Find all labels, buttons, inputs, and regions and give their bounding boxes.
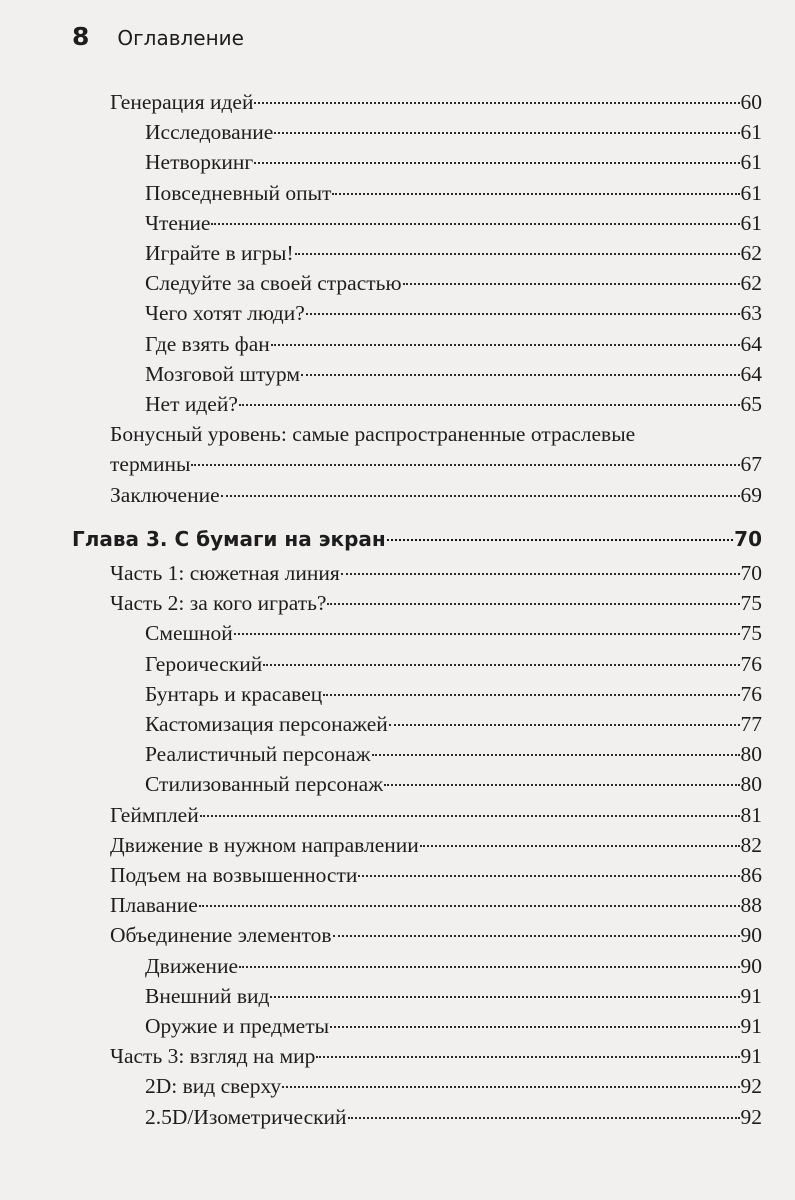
dot-leader (199, 905, 740, 907)
page-number: 8 (72, 22, 90, 51)
entry-title: Нет идей? (145, 392, 238, 416)
dot-leader (221, 495, 740, 497)
page-ref: 92 (740, 1104, 762, 1129)
page-ref: 76 (740, 651, 762, 676)
entry-title: Героический (145, 651, 263, 676)
page-ref: 80 (740, 772, 762, 797)
page-ref: 91 (740, 1044, 762, 1069)
entry-title: Внешний вид (145, 983, 270, 1008)
page-ref: 65 (740, 392, 762, 416)
toc-line (145, 120, 762, 150)
dot-leader (239, 966, 740, 968)
dot-leader (282, 1086, 739, 1088)
entry-title: Нетворкинг (145, 150, 254, 175)
section-title: Оглавление (117, 26, 244, 50)
entry-title: Часть 3: взгляд на мир (110, 1044, 316, 1069)
entry-title: Кастомизация персонажей (145, 712, 388, 736)
toc-line (145, 1074, 762, 1104)
dot-leader (333, 935, 740, 937)
page-ref: 92 (740, 1074, 762, 1099)
entry-title: Движение в нужном направлении (110, 832, 419, 857)
entry-title: Заключение (110, 482, 220, 507)
toc-line (145, 772, 762, 802)
entry-title: Движение (145, 953, 238, 978)
page-ref: 75 (740, 621, 762, 646)
page-ref: 80 (740, 742, 762, 767)
toc-line (145, 1014, 762, 1044)
dot-leader (348, 1117, 740, 1119)
dot-leader (306, 313, 740, 315)
toc-line (145, 211, 762, 241)
page-header (72, 22, 244, 56)
dot-leader (389, 724, 740, 726)
page-ref: 61 (740, 120, 762, 145)
entry-title: Бонусный уровень: самые распространенные отраслевые (110, 422, 636, 447)
entry-title: Плавание (110, 893, 198, 918)
toc-line (145, 954, 762, 984)
dot-leader (211, 223, 739, 225)
entry-title: Исследование (145, 120, 274, 145)
entry-title: Стилизованный персонаж (145, 772, 384, 797)
page-ref: 75 (740, 591, 762, 616)
dot-leader (254, 162, 739, 164)
toc-line (145, 241, 762, 271)
entry-title: Следуйте за своей страстью (145, 271, 402, 296)
toc-line (145, 984, 762, 1014)
dot-leader (200, 815, 740, 817)
dot-leader (316, 1056, 739, 1058)
toc-line (145, 742, 762, 772)
page-ref: 70 (740, 561, 762, 585)
toc-line (110, 90, 762, 120)
dot-leader (420, 845, 740, 847)
entry-title: Подъем на возвышенности (110, 863, 358, 887)
page-ref: 61 (740, 150, 762, 175)
dot-leader (274, 132, 739, 134)
entry-title: Часть 1: сюжетная линия (110, 561, 340, 585)
page-ref: 70 (734, 526, 762, 551)
dot-leader (327, 603, 739, 605)
entry-title: Чего хотят люди? (145, 301, 305, 326)
page-ref: 62 (740, 241, 762, 265)
page-ref: 90 (740, 923, 762, 948)
page-ref: 61 (740, 210, 762, 235)
dot-leader (330, 1026, 739, 1028)
toc-line (110, 483, 762, 513)
dot-leader (270, 996, 739, 998)
dot-leader (234, 633, 740, 635)
entry-title: Объединение элементов (110, 923, 332, 948)
entry-title: термины (110, 452, 191, 477)
toc-line (110, 923, 762, 953)
entry-title: 2D: вид сверху (145, 1074, 282, 1099)
dot-leader (271, 344, 740, 346)
toc-line (110, 863, 762, 893)
dot-leader (403, 283, 740, 285)
entry-title: Реалистичный персонаж (145, 742, 371, 767)
dot-leader (301, 374, 740, 376)
page-ref: 91 (740, 1014, 762, 1038)
dot-leader (295, 253, 740, 255)
page-ref: 77 (740, 712, 762, 736)
entry-title: Генерация идей (110, 90, 254, 114)
dot-leader (254, 102, 739, 104)
toc-line (145, 181, 762, 211)
toc-line (145, 392, 762, 422)
toc-line (110, 452, 762, 482)
entry-title: Мозговой штурм (145, 361, 300, 386)
entry-title: Часть 2: за кого играть? (110, 591, 327, 616)
page-ref: 91 (740, 983, 762, 1008)
entry-title: Где взять фан (145, 331, 270, 356)
entry-title: Чтение (145, 210, 211, 235)
entry-title: Повседневный опыт (145, 180, 332, 205)
toc-line (110, 1044, 762, 1074)
toc-line (145, 362, 762, 392)
toc-line (145, 712, 762, 742)
entry-title: Глава 3. С бумаги на экран (72, 526, 386, 551)
page-ref: 88 (740, 893, 762, 918)
toc-line (145, 1105, 762, 1135)
toc-line (72, 527, 762, 557)
entry-title: Геймплей (110, 802, 199, 827)
dot-leader (239, 404, 740, 406)
dot-leader (191, 464, 739, 466)
page-ref: 69 (740, 482, 762, 507)
entry-title: 2.5D/Изометрический (145, 1104, 347, 1129)
dot-leader (332, 193, 739, 195)
dot-leader (323, 694, 739, 696)
dot-leader (387, 539, 733, 541)
toc-line (145, 301, 762, 331)
entry-title: Играйте в игры! (145, 241, 294, 265)
dot-leader (384, 784, 739, 786)
toc-line (145, 271, 762, 301)
toc-line (145, 332, 762, 362)
page-ref: 60 (740, 90, 762, 114)
toc-line (110, 833, 762, 863)
toc-line (110, 561, 762, 591)
entry-title: Оружие и предметы (145, 1014, 330, 1038)
toc-line (145, 621, 762, 651)
page-ref: 61 (740, 180, 762, 205)
toc-line (110, 591, 762, 621)
page-ref: 82 (740, 832, 762, 857)
toc-line (145, 682, 762, 712)
entry-title: Смешной (145, 621, 233, 646)
dot-leader (372, 754, 740, 756)
entry-title: Бунтарь и красавец (145, 681, 323, 706)
dot-leader (263, 664, 739, 666)
page-ref: 64 (740, 361, 762, 386)
page-ref: 64 (740, 331, 762, 356)
page-ref: 63 (740, 301, 762, 326)
page-ref: 81 (740, 802, 762, 827)
dot-leader (341, 573, 740, 575)
toc-line (110, 893, 762, 923)
page-ref: 67 (740, 452, 762, 477)
page-ref: 86 (740, 863, 762, 887)
page-ref: 76 (740, 681, 762, 706)
toc-line (145, 150, 762, 180)
toc-line (145, 652, 762, 682)
toc-line (110, 803, 762, 833)
dot-leader (358, 875, 739, 877)
page-ref: 62 (740, 271, 762, 296)
page-ref: 90 (740, 953, 762, 978)
